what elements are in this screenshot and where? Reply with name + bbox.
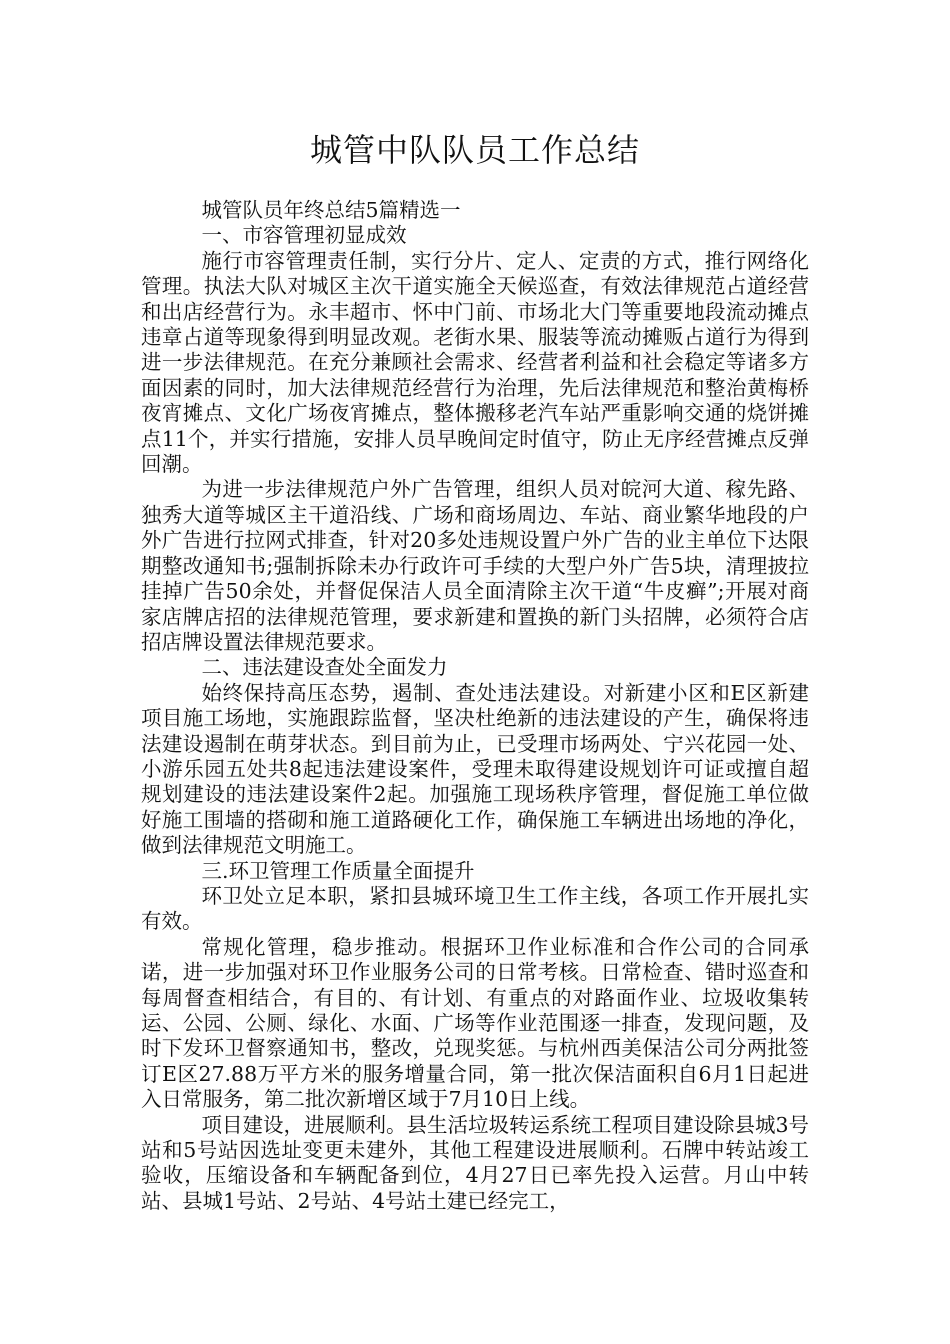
body-paragraph: 为进一步法律规范户外广告管理，组织人员对皖河大道、稼先路、独秀大道等城区主干道沿线、广场和商场周边、车站、商业繁华地段的户外广告进行拉网式排查，针对20多处违规设置户外广告的业主单位下达限期整改通知书;强制拆除未办行政许可手续的大型户外广告5块，清理披拉挂掉广告50余处，并督促保洁人员全面清除主次干道“牛皮癣”;开展对商家店牌店招的法律规范管理，要求新建和置换的新门头招牌，必须符合店招店牌设置法律规范要求。 [141,477,809,654]
section-heading: 一、市容管理初显成效 [201,223,407,248]
body-paragraph: 施行市容管理责任制，实行分片、定人、定责的方式，推行网络化管理。执法大队对城区主次干道实施全天候巡查，有效法律规范占道经营和出店经营行为。永丰超市、怀中门前、市场北大门等重要地段流动摊点违章占道等现象得到明显改观。老街水果、服装等流动摊贩占道行为得到进一步法律规范。在充分兼顾社会需求、经营者利益和社会稳定等诸多方面因素的同时，加大法律规范经营行为治理，先后法律规范和整治黄梅桥夜宵摊点、文化广场夜宵摊点，整体搬移老汽车站严重影响交通的烧饼摊点11个，并实行措施，安排人员早晚间定时值守，防止无序经营摊点反弹回潮。 [141,248,809,477]
section-heading: 二、违法建设查处全面发力 [201,655,448,680]
section-heading: 三.环卫管理工作质量全面提升 [201,858,475,883]
body-paragraph: 项目建设，进展顺利。县生活垃圾转运系统工程项目建设除县城3号站和5号站因选址变更未建外，其他工程建设进展顺利。石牌中转站竣工验收，压缩设备和车辆配备到位，4月27日已率先投入运营。月山中转站、县城1号站、2号站、4号站土建已经完工， [141,1112,810,1213]
subtitle-line: 城管队员年终总结5篇精选一 [201,198,461,222]
body-paragraph: 始终保持高压态势，遏制、查处违法建设。对新建小区和E区新建项目施工场地，实施跟踪监督，坚决杜绝新的违法建设的产生，确保将违法建设遏制在萌芽状态。到目前为止，已受理市场两处、宁兴花园一处、小游乐园五处共8起违法建设案件，受理未取得建设规划许可证或擅自超规划建设的违法建设案件2起。加强施工现场秩序管理，督促施工单位做好施工围墙的搭砌和施工道路硬化工作，确保施工车辆进出场地的净化，做到法律规范文明施工。 [141,680,809,858]
body-paragraph: 环卫处立足本职，紧扣县城环境卫生工作主线，各项工作开展扎实有效。 [141,883,809,934]
body-paragraph: 常规化管理，稳步推动。根据环卫作业标准和合作公司的合同承诺，进一步加强对环卫作业服务公司的日常考核。日常检查、错时巡查和每周督查相结合，有目的、有计划、有重点的对路面作业、垃圾收集转运、公园、公厕、绿化、水面、广场等作业范围逐一排查，发现问题，及时下发环卫督察通知书，整改，兑现奖惩。与杭州西美保洁公司分两批签订E区27.88万平方米的服务增量合同，第一批次保洁面积自6月1日起进入日常服务，第二批次新增区域于7月10日上线。 [141,934,809,1112]
document-body [141,198,809,1214]
document-title: 城管中队队员工作总结 [309,131,640,169]
